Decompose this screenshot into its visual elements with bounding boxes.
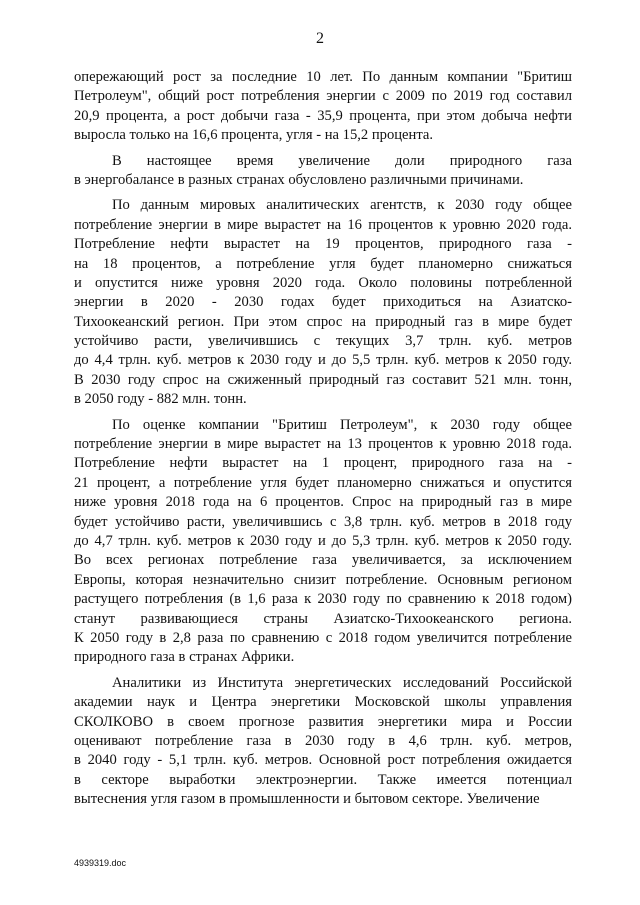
text-line: выросла только на 16,6 процента, угля - на 15,2 процента. [74,127,434,144]
text-line: Петролеум", общий рост потребления энергии с 2009 по 2019 год составил [74,88,572,105]
text-line: станут развивающиеся страны Азиатско-Тихоокеанского региона. [74,610,572,627]
text-line: растущего потребления (в 1,6 раза к 2030 году по сравнению к 2018 годом) [74,591,572,608]
text-line: вытеснения угля газом в промышленности и бытовом секторе. Увеличение [74,791,540,808]
text-line: энергии в 2020 - 2030 годах будет приходиться на Азиатско- [74,294,572,311]
text-line: в энергобалансе в разных странах обусловлено различными причинами. [74,171,524,188]
document-body [74,68,572,809]
text-line: природного газа в странах Африки. [74,649,295,666]
text-line: потребление энергии в мире вырастет на 16 процентов к уровню 2020 года. [74,216,572,233]
text-line: К 2050 году в 2,8 раза по сравнению с 2018 годом увеличится потребление [74,629,572,646]
text-line: Европы, которая незначительно снизит потребление. Основным регионом [74,571,572,588]
text-line: Аналитики из Института энергетических исследований Российской [112,674,572,691]
text-line: на 18 процентов, а потребление угля будет планомерно снижаться [74,255,572,272]
text-line: потребление энергии в мире вырастет на 13 процентов к уровню 2018 года. [74,436,572,453]
text-line: По оценке компании "Бритиш Петролеум", к 2030 году общее [112,416,572,433]
paragraph [74,152,572,191]
text-line: до 4,4 трлн. куб. метров к 2030 году и до 5,5 трлн. куб. метров к 2050 году. [74,352,572,369]
text-line: ниже уровня 2018 года на 6 процентов. Спрос на природный газ в мире [74,494,572,511]
text-line: в 2050 году - 882 млн. тонн. [74,391,247,408]
text-line: опережающий рост за последние 10 лет. По данным компании "Бритиш [74,69,572,85]
text-line: СКОЛКОВО в своем прогнозе развития энергетики мира и России [74,713,572,730]
paragraph [74,674,572,810]
text-line: В 2030 году спрос на сжиженный природный газ составит 521 млн. тонн, [74,371,572,388]
text-line: В настоящее время увеличение доли природного газа [112,152,572,169]
text-line: 21 процент, а потребление угля будет планомерно снижаться и опустится [74,474,572,491]
paragraph [74,68,572,146]
text-line: в 2040 году - 5,1 трлн. куб. метров. Основной рост потребления ожидается [74,752,572,769]
text-line: Потребление нефти вырастет на 1 процент, природного газа на - [74,455,572,472]
text-line: академии наук и Центра энергетики Московской школы управления [74,694,572,711]
text-line: в секторе выработки электроэнергии. Также имеется потенциал [74,771,572,788]
text-line: устойчиво расти, увеличившись с текущих 3,7 трлн. куб. метров [74,333,572,350]
text-line: до 4,7 трлн. куб. метров к 2030 году и до 5,3 трлн. куб. метров к 2050 году. [74,532,572,549]
text-line: будет устойчиво расти, увеличившись с 3,8 трлн. куб. метров в 2018 году [74,513,572,530]
text-line: и опустится ниже уровня 2020 года. Около половины потребленной [74,274,572,291]
text-line: оценивают потребление газа в 2030 году в 4,6 трлн. куб. метров, [74,732,572,749]
paragraph [74,416,572,668]
text-line: По данным мировых аналитических агентств, к 2030 году общее [112,197,572,214]
paragraph [74,196,572,409]
text-line: Во всех регионах потребление газа увеличивается, за исключением [74,552,572,569]
text-line: Потребление нефти вырастет на 19 процентов, природного газа - [74,236,572,253]
document-footer-filename: 4939319.doc [74,858,127,868]
page-number: 2 [316,30,324,47]
text-line: Тихоокеанский регион. При этом спрос на природный газ в мире будет [74,313,572,330]
text-line: 20,9 процента, а рост добычи газа - 35,9 процента, при этом добыча нефти [74,107,572,124]
